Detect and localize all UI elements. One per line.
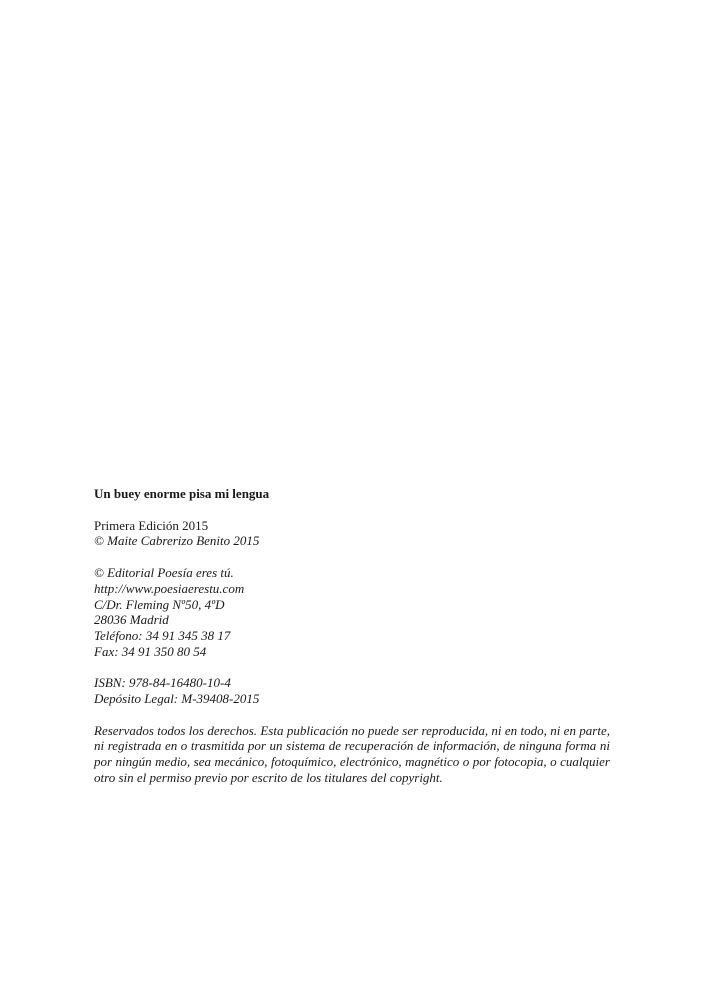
publisher-phone: Teléfono: 34 91 345 38 17 (94, 627, 231, 643)
legal-deposit: Depósito Legal: M-39408-2015 (94, 691, 260, 707)
edition-block (94, 518, 610, 549)
book-title: Un buey enorme pisa mi lengua (94, 486, 270, 501)
colophon (94, 486, 610, 786)
identifiers-block (94, 675, 610, 706)
isbn: ISBN: 978-84-16480-10-4 (94, 675, 231, 691)
publisher-block (94, 565, 610, 659)
author-copyright: © Maite Cabrerizo Benito 2015 (94, 533, 260, 549)
publisher-copyright: © Editorial Poesía eres tú. (94, 565, 234, 581)
spacer (94, 502, 610, 518)
spacer (94, 659, 610, 675)
publisher-website: http://www.poesiaerestu.com (94, 580, 245, 596)
spacer (94, 707, 610, 723)
spacer (94, 549, 610, 565)
edition-line: Primera Edición 2015 (94, 517, 209, 533)
publisher-city: 28036 Madrid (94, 612, 169, 628)
publisher-street: C/Dr. Fleming Nº50, 4ºD (94, 596, 225, 612)
publisher-fax: Fax: 34 91 350 80 54 (94, 643, 207, 659)
rights-notice: Reservados todos los derechos. Esta publicación no puede ser reproducida, ni en todo, ni en parte, ni registrada en o trasmitida por un sistema de recuperación de información, de ninguna forma ni por ningún medio, sea mecánico, fotoquímico, electrónico, magnético o por fotocopia, o cualquier otro sin el permiso previo por escrito de los titulares del copyright. (94, 722, 610, 785)
